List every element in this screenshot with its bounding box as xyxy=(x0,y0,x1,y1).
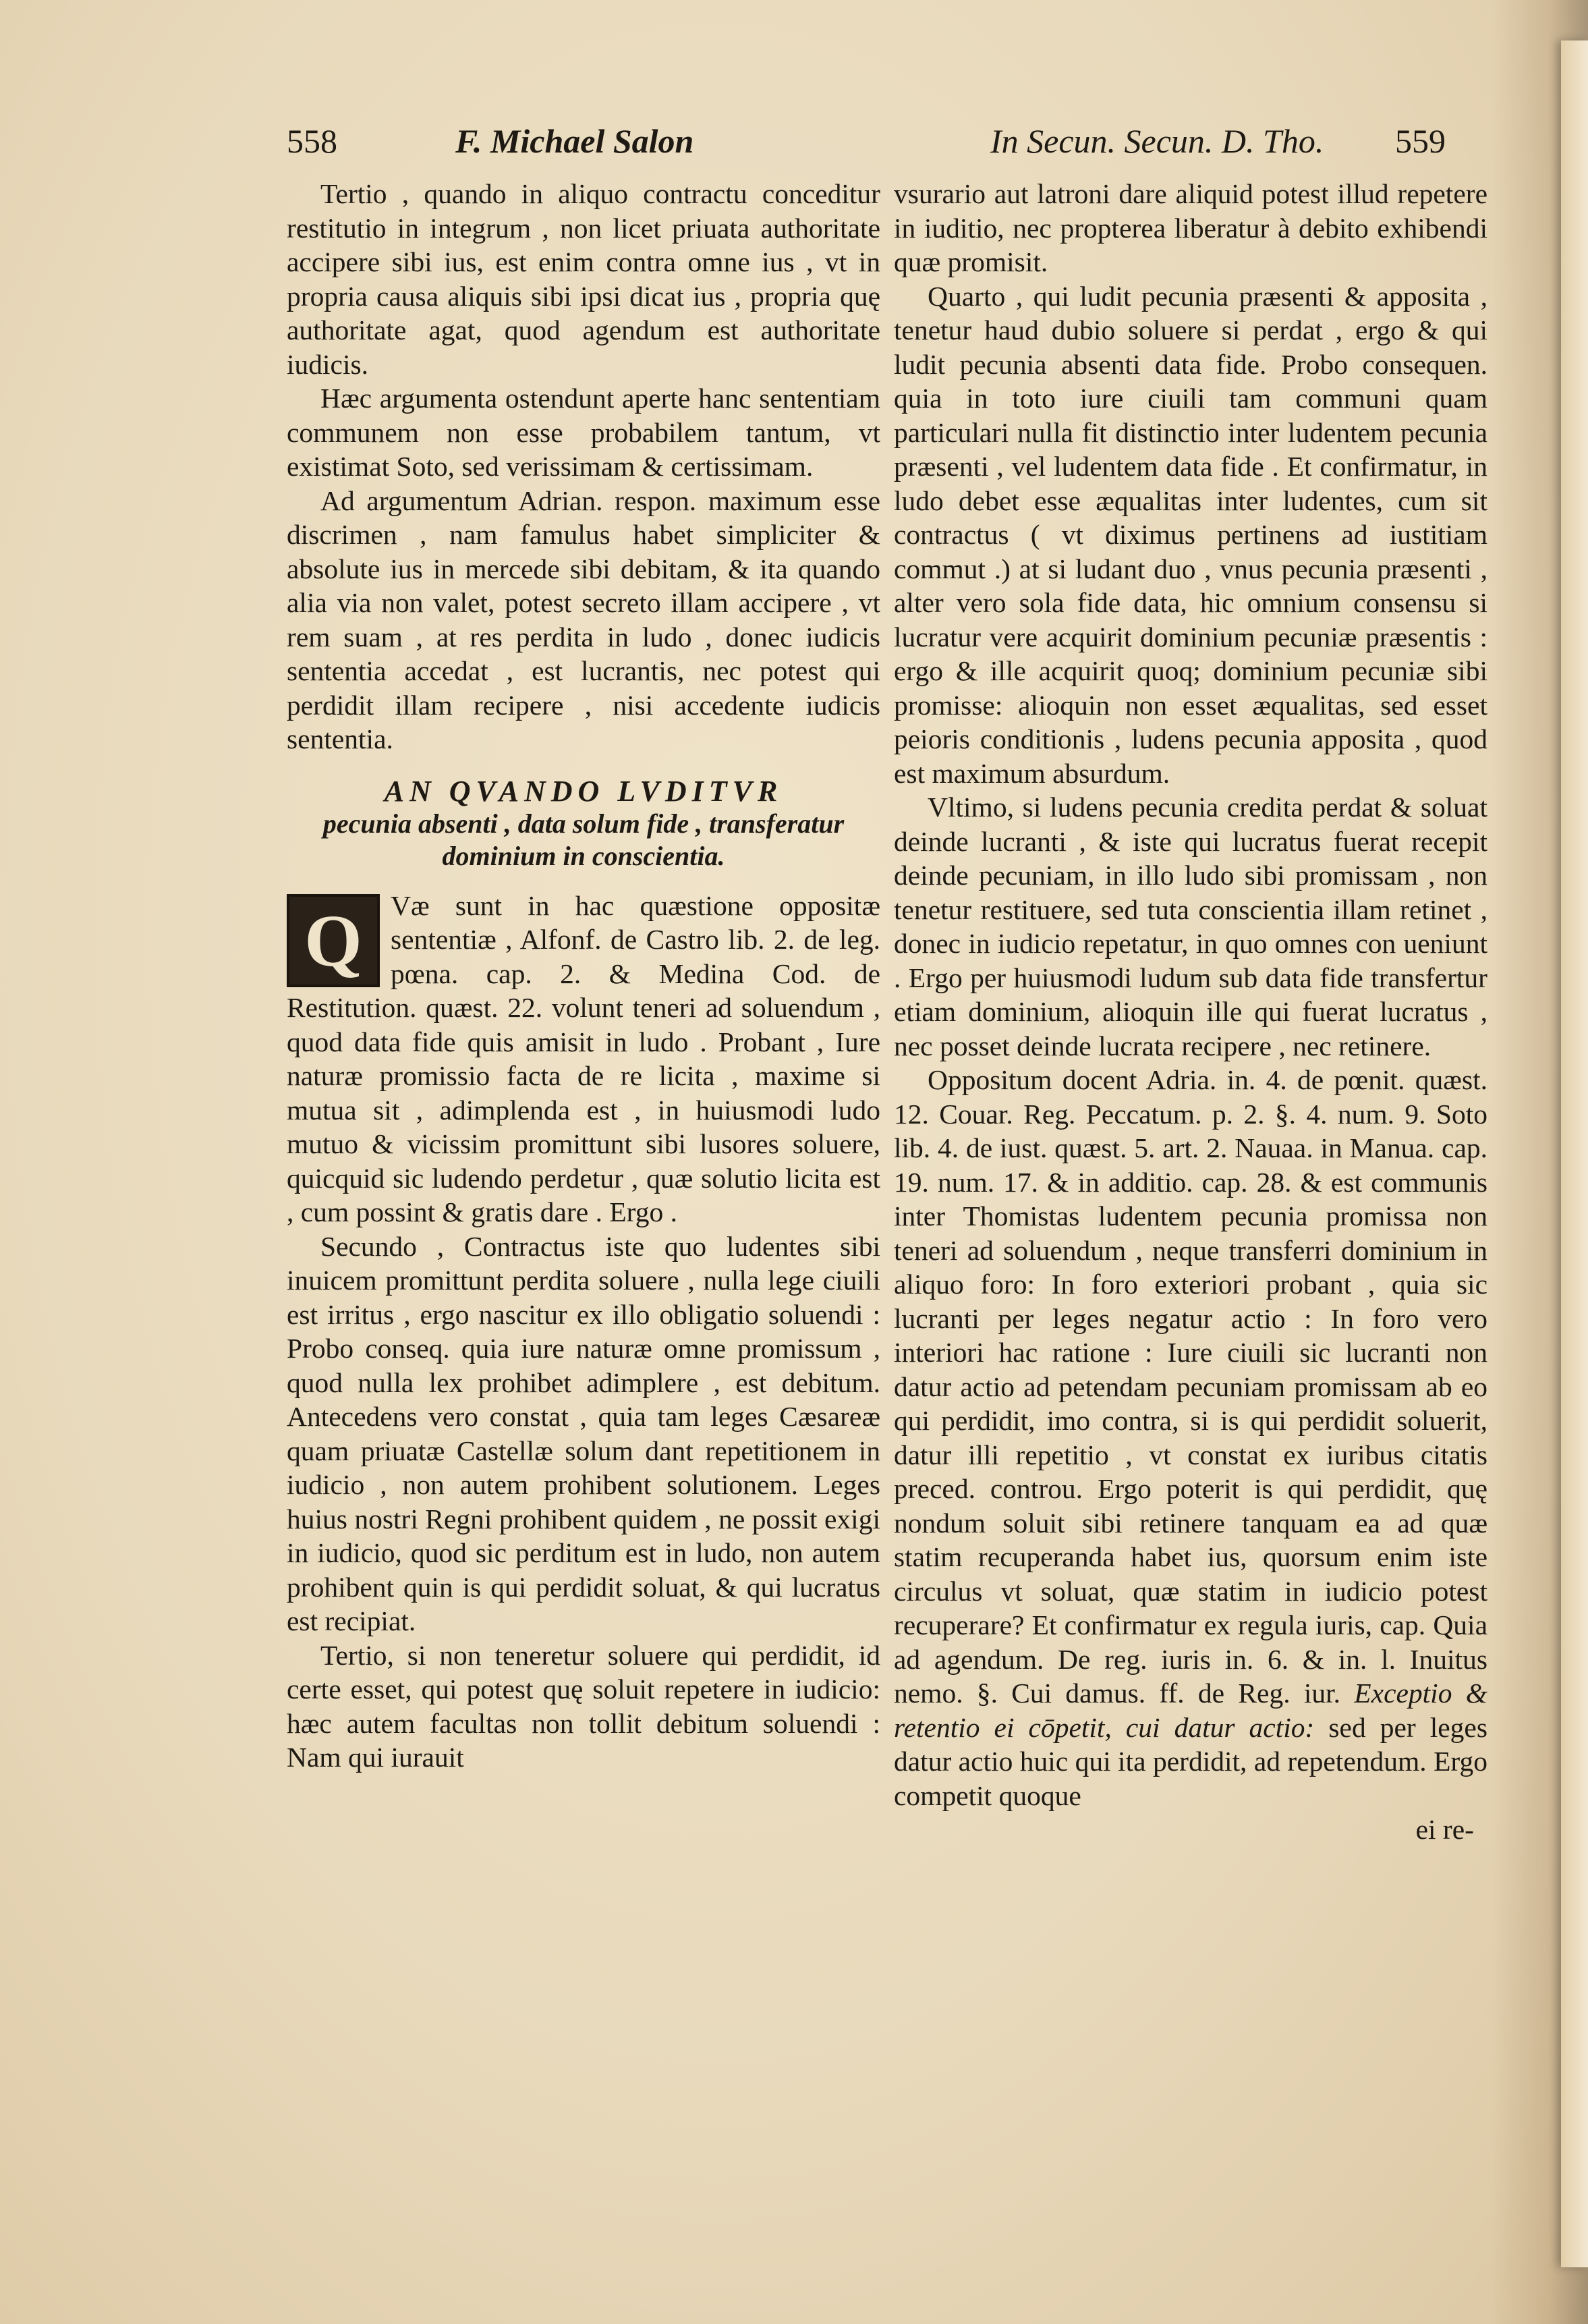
paragraph-text: Væ sunt in hac quæstione oppositæ sententiæ , Alfonf. de Castro lib. 2. de leg. pœna. cap. 2. & Medina Cod. de Restitution. quæst. 22. volunt teneri ad soluendum , quod data fide quis amisit in ludo . Probant , Iure naturæ promissio facta de re licita , maxime si mutua sit , adimplenda est , in huiusmodi ludo mutuo & vicissim promittunt sibi lusores soluere, quicquid sic ludendo perdetur , quæ solutio licita est , cum possint & gratis dare . Ergo . xyxy=(287,889,880,1227)
left-running-title: F. Michael Salon xyxy=(455,122,694,160)
paragraph-with-dropcap xyxy=(287,889,880,1229)
left-page-number: 558 xyxy=(287,122,337,160)
paragraph: vsurario aut latroni dare aliquid potest illud repetere in iuditio, nec propterea liberatur à debito exhibendi quæ promisit. xyxy=(894,178,1487,277)
paragraph-text: sed per leges datur actio huic qui ita perdidit, ad repetendum. Ergo competit quoque xyxy=(894,1711,1487,1811)
page-edge xyxy=(1561,40,1588,2267)
paragraph xyxy=(894,1063,1487,1813)
heading-text: pecunia absenti , data solum fide , transferatur dominium in conscientia. xyxy=(322,808,845,871)
catchword: ei re- xyxy=(1415,1814,1474,1845)
paragraph: Ad argumentum Adrian. respon. maximum esse discrimen , nam famulus habet simpliciter & absolute ius in mercede sibi debitam, & ita quando alia via non valet, potest secreto illam accipere , vt rem suam , at res perdita in ludo , donec iudicis sententia accedat , est lucrantis, nec potest qui perdidit illam recipere , nisi accedente iudicis sententia. xyxy=(287,485,880,754)
dropcap-initial: Q xyxy=(287,894,380,987)
right-page-number: 559 xyxy=(1395,122,1446,160)
paragraph: Tertio, si non teneretur soluere qui perdidit, id certe esset, qui potest quę soluit repetere in iudicio: hæc autem facultas non tollit debitum soluendi : Nam qui iurauit xyxy=(287,1639,880,1773)
italic-quotation: Exceptio & retentio ei cōpetit, cui datur actio: xyxy=(894,1678,1488,1743)
section-heading xyxy=(287,775,880,873)
paragraph: Quarto , qui ludit pecunia præsenti & apposita , tenetur haud dubio soluere si perdat , ergo & qui ludit pecunia absenti data fide. Probo consequen. quia in toto iure ciuili tam communi quam particulari nulla fit distinctio inter ludentem pecunia præsenti , vel ludentem data fide . Et confirmatur, in ludo debet esse æqualitas inter ludentes, cum sit contractus ( vt diximus pertinens ad iustitiam commut .) at si ludant duo , vnus pecunia præsenti , alter vero sola fide data, hic omnium consensu si lucratur vere acquirit dominium pecuniæ præsentis : ergo & ille acquirit quoq; dominium pecuniæ sibi promisse: alioquin non esset æqualitas, sed esset peioris conditionis , ludens pecunia apposita , quod est maximum absurdum. xyxy=(894,280,1487,789)
paragraph-text: Oppositum docent Adria. in. 4. de pœnit. quæst. 12. Couar. Reg. Peccatum. p. 2. §. 4. num. 9. Soto lib. 4. de iust. quæst. 5. art. 2. Nauaa. in Manua. cap. 19. num. 17. & in additio. cap. 28. & est communis inter Thomistas ludentem pecunia promissa non teneri ad soluendum , neque transferri dominium in aliquo foro: In foro exteriori probant , quia sic lucranti per leges negatur actio : In foro vero interiori hac ratione : Iure ciuili sic lucranti non datur actio ad petendam pecuniam promissam ab eo qui perdidit, imo contra, si is qui perdidit soluerit, datur illi repetitio , vt constat ex iuribus citatis preced. controu. Ergo poterit is qui perdidit, quę nondum soluit sibi retinere tanquam ea ad quæ statim recuperanda habet ius, quorsum enim iste circulus vt soluat, quæ statim in iudicio potest recuperare? Et confirmatur ex regula iuris, cap. Quia ad agendum. De reg. iuris in. 6. & in. l. Inuitus nemo. §. Cui damus. ff. de Reg. iur. xyxy=(894,1064,1487,1709)
right-column xyxy=(894,177,1487,1847)
heading-caps: AN QVANDO LVDITVR xyxy=(384,774,783,808)
left-column xyxy=(287,177,880,1775)
paragraph: Tertio , quando in aliquo contractu conceditur restitutio in integrum , non licet priuata authoritate accipere sibi ius, est enim contra omne ius , vt in propria causa aliquis sibi ipsi dicat ius , propria quę authoritate agat, quod agendum est authoritate iudicis. xyxy=(287,178,880,380)
right-running-title: In Secun. Secun. D. Tho. xyxy=(990,122,1324,160)
paragraph: Secundo , Contractus iste quo ludentes sibi inuicem promittunt perdita soluere , nulla lege ciuili est irritus , ergo nascitur ex illo obligatio soluendi : Probo conseq. quia iure naturæ omne promissum , quod nulla lex prohibet adimplere , est debitum. Antecedens vero constat , quia tam leges Cæsareæ quam priuatæ Castellæ solum dant repetitionem in iudicio , non autem prohibent solutionem. Leges huius nostri Regni prohibent quidem , ne possit exigi in iudicio, quod sic perditum est in ludo, non autem prohibent quin is qui perdidit soluat, & qui lucratus est recipiat. xyxy=(287,1230,880,1636)
paragraph: Vltimo, si ludens pecunia credita perdat & soluat deinde lucranti , & iste qui lucratus fuerat recepit deinde pecuniam, in illo ludo sibi promissam , non tenetur restituere, sed tuta conscientia illam retinet , donec in iudicio repetatur, in quo omnes con ueniunt . Ergo per huiusmodi ludum sub data fide transfertur etiam dominium, alioquin ille qui fuerat lucratus , nec posset deinde lucrata recipere , nec retinere. xyxy=(894,792,1487,1061)
paragraph: Hæc argumenta ostendunt aperte hanc sententiam communem non esse probabilem tantum, vt existimat Soto, sed verissimam & certissimam. xyxy=(287,383,880,482)
